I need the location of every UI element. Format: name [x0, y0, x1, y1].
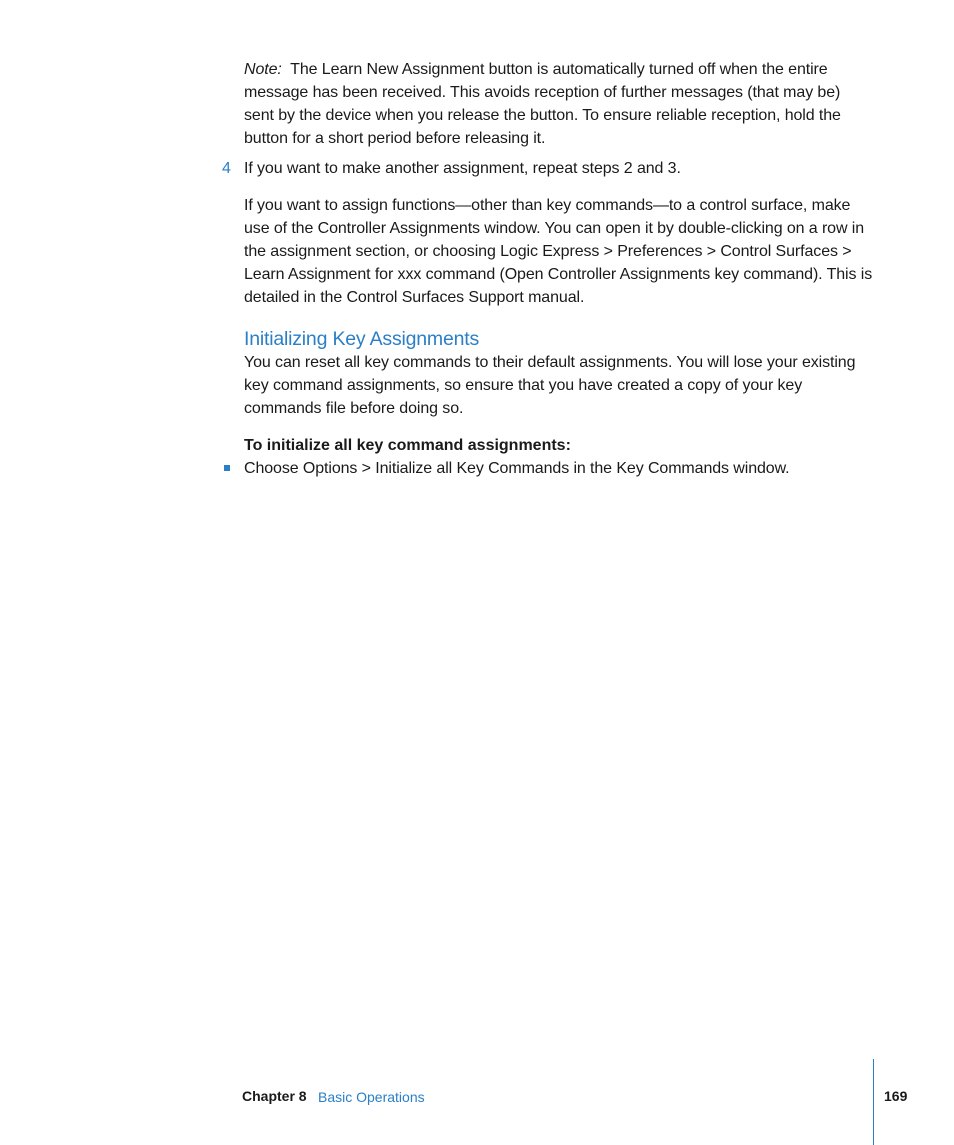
- step-text: If you want to make another assignment, repeat steps 2 and 3.: [244, 160, 681, 177]
- step-number: 4: [222, 160, 231, 177]
- note-label: Note:: [244, 61, 282, 78]
- step-item: [222, 157, 874, 180]
- page-footer: [0, 1086, 954, 1110]
- footer-chapter-title: Basic Operations: [318, 1089, 425, 1105]
- footer-chapter-label: Chapter 8: [242, 1088, 307, 1104]
- square-bullet-icon: [224, 465, 230, 471]
- footer-page-number: 169: [884, 1088, 908, 1104]
- bullet-text: Choose Options > Initialize all Key Commands in the Key Commands window.: [244, 460, 790, 477]
- note-paragraph: [244, 58, 874, 150]
- note-text: The Learn New Assignment button is automatically turned off when the entire message has been received. This avoids reception of further messages (that may be) sent by the device when you release the button. To ensure reliable reception, hold the button for a short period before releasing it.: [244, 61, 841, 147]
- task-heading: To initialize all key command assignments:: [244, 437, 571, 454]
- bullet-item: [244, 457, 874, 480]
- explanation-paragraph: If you want to assign functions—other than key commands—to a control surface, make use of the Controller Assignments window. You can open it by double-clicking on a row in the assignment section, or choosing Logic Express > Preferences > Control Surfaces > Learn Assignment for xxx command (Open Controller Assignments key command). This is detailed in the Control Surfaces Support manual.: [244, 197, 873, 306]
- section-body: You can reset all key commands to their default assignments. You will lose your existing key command assignments, so ensure that you have created a copy of your key commands file before doing so.: [244, 354, 856, 417]
- section-heading: Initializing Key Assignments: [244, 328, 480, 350]
- page-content: [222, 58, 874, 480]
